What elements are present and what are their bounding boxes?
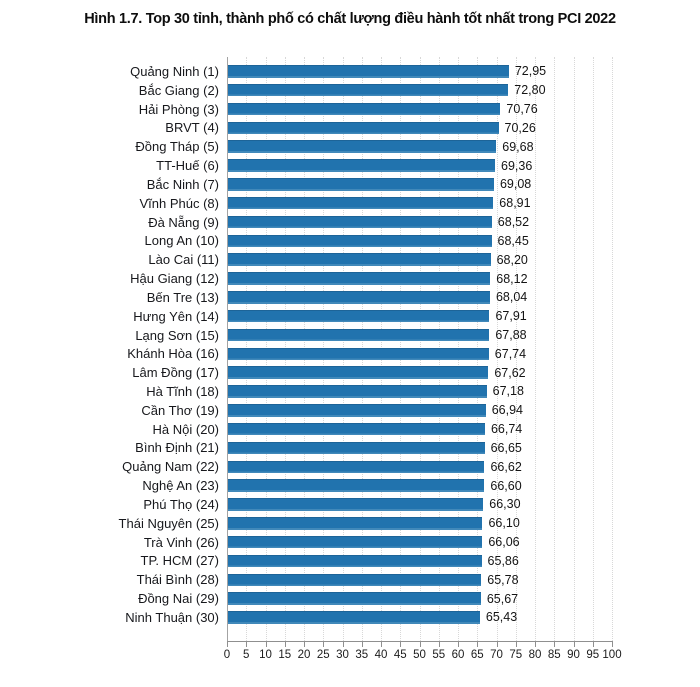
bar-row [0, 62, 700, 81]
bar-row [0, 476, 700, 495]
value-label: 68,20 [496, 252, 528, 267]
category-label: Thái Bình (28) [136, 572, 219, 588]
bar-track [228, 439, 613, 458]
bar-row [0, 100, 700, 119]
bar-track [228, 326, 613, 345]
bar [228, 574, 481, 587]
bar-row [0, 118, 700, 137]
x-tick [362, 642, 363, 647]
x-tick-label: 100 [602, 649, 622, 661]
category-label: Lâm Đồng (17) [132, 365, 219, 381]
value-label: 70,26 [504, 120, 536, 135]
bar [228, 197, 493, 210]
bar-row [0, 344, 700, 363]
bar-track [228, 382, 613, 401]
x-tick-label: 40 [374, 649, 388, 661]
x-tick [574, 642, 575, 647]
bar [228, 498, 483, 511]
x-tick-label: 35 [355, 649, 369, 661]
bar-track [228, 363, 613, 382]
category-label: Quảng Nam (22) [122, 459, 219, 475]
bar [228, 291, 490, 304]
bar-track [228, 269, 613, 288]
value-label: 67,62 [494, 365, 526, 380]
value-label: 65,78 [487, 572, 519, 587]
category-label: BRVT (4) [165, 120, 219, 136]
category-label: TP. HCM (27) [140, 553, 219, 569]
category-label: Hà Nội (20) [152, 421, 219, 437]
x-tick [246, 642, 247, 647]
x-tick [477, 642, 478, 647]
bar-track [228, 194, 613, 213]
bar-track [228, 62, 613, 81]
x-tick-label: 60 [451, 649, 465, 661]
category-label: Cần Thơ (19) [141, 402, 219, 418]
bar-row [0, 269, 700, 288]
x-tick-label: 65 [470, 649, 484, 661]
value-label: 68,91 [499, 196, 531, 211]
bar [228, 555, 482, 568]
bar [228, 611, 480, 624]
bar-track [228, 401, 613, 420]
x-tick-label: 55 [432, 649, 446, 661]
bar-row [0, 401, 700, 420]
category-label: Hưng Yên (14) [133, 308, 219, 324]
x-tick-label: 10 [259, 649, 272, 661]
value-label: 66,10 [488, 516, 520, 531]
bar [228, 461, 484, 474]
bar-track [228, 344, 613, 363]
bar-track [228, 476, 613, 495]
bar-row [0, 194, 700, 213]
value-label: 67,88 [495, 328, 527, 342]
category-label: Hải Phòng (3) [138, 101, 219, 117]
value-label: 72,80 [514, 83, 546, 98]
value-label: 69,08 [499, 177, 532, 192]
bar [228, 253, 491, 266]
bar-track [228, 156, 613, 175]
x-tick [439, 642, 440, 647]
value-label: 67,18 [492, 384, 524, 399]
x-tick [497, 642, 498, 647]
value-label: 67,91 [495, 309, 527, 324]
category-label: Lào Cai (11) [148, 252, 219, 268]
value-label: 66,60 [490, 478, 522, 493]
bar-track [228, 589, 613, 608]
bar-row [0, 589, 700, 608]
x-tick [227, 642, 228, 647]
bar [228, 216, 492, 229]
bar-track [228, 552, 613, 571]
bar-row [0, 570, 700, 589]
bar-track [228, 495, 613, 514]
x-tick-label: 95 [586, 649, 600, 661]
x-tick-label: 80 [528, 649, 542, 661]
bar [228, 348, 489, 361]
bar-row [0, 382, 700, 401]
bar-track [228, 457, 613, 476]
bar-row [0, 81, 700, 100]
bar-track [228, 137, 613, 156]
category-label: Long An (10) [144, 233, 219, 249]
bar [228, 536, 482, 549]
category-label: Bình Định (21) [135, 440, 219, 456]
x-tick-label: 70 [490, 649, 503, 661]
value-label: 66,74 [490, 422, 523, 437]
bar-row [0, 533, 700, 552]
value-label: 65,43 [485, 610, 518, 625]
x-tick-label: 15 [278, 649, 292, 661]
bar-row [0, 363, 700, 382]
x-tick [593, 642, 594, 647]
category-label: Trà Vinh (26) [143, 534, 219, 550]
category-label: Ninh Thuận (30) [125, 609, 219, 625]
x-tick [535, 642, 536, 647]
bar [228, 235, 492, 248]
bar-track [228, 250, 613, 269]
bar-track [228, 533, 613, 552]
bar-track [228, 608, 613, 627]
x-tick [554, 642, 555, 647]
value-label: 68,12 [496, 271, 528, 286]
x-tick-label: 0 [223, 649, 231, 661]
value-label: 65,67 [486, 591, 519, 606]
bar-row [0, 495, 700, 514]
bar-track [228, 175, 613, 194]
bar-row [0, 457, 700, 476]
category-label: Thái Nguyên (25) [118, 515, 219, 531]
value-label: 68,04 [495, 290, 528, 305]
category-label: Hậu Giang (12) [130, 271, 219, 287]
bar [228, 329, 489, 342]
x-tick-label: 90 [567, 649, 580, 661]
category-label: Bắc Giang (2) [138, 82, 219, 98]
x-tick [266, 642, 267, 647]
x-tick-label: 25 [316, 649, 330, 661]
category-label: Đồng Tháp (5) [135, 139, 219, 155]
bar-row [0, 156, 700, 175]
bar-track [228, 213, 613, 232]
value-label: 66,30 [489, 497, 521, 512]
bar-row [0, 608, 700, 627]
x-tick-label: 50 [413, 649, 426, 661]
x-axis-ticks [223, 642, 622, 670]
bar-track [228, 288, 613, 307]
bar-row [0, 420, 700, 439]
bar [228, 65, 509, 78]
x-tick [323, 642, 324, 647]
bar-track [228, 514, 613, 533]
category-label: Khánh Hòa (16) [127, 346, 219, 362]
category-label: Hà Tĩnh (18) [146, 383, 219, 399]
bar [228, 404, 486, 417]
value-label: 67,74 [494, 346, 527, 361]
x-tick [304, 642, 305, 647]
x-tick-label: 85 [547, 649, 561, 661]
bar [228, 366, 488, 379]
bar [228, 310, 489, 323]
value-label: 68,52 [497, 215, 530, 230]
x-tick-label: 75 [509, 649, 523, 661]
value-label: 65,86 [487, 553, 519, 568]
x-tick [343, 642, 344, 647]
bar-row [0, 288, 700, 307]
bar-rows [0, 57, 700, 641]
bar-track [228, 231, 613, 250]
bar-row [0, 514, 700, 533]
bar-row [0, 326, 700, 345]
bar-row [0, 137, 700, 156]
value-label: 66,65 [490, 440, 522, 455]
value-label: 66,06 [488, 535, 520, 550]
x-tick-label: 30 [336, 649, 349, 661]
x-tick [420, 642, 421, 647]
bar [228, 159, 495, 172]
bar-row [0, 307, 700, 326]
bar-track [228, 307, 613, 326]
category-label: Đồng Nai (29) [138, 591, 219, 607]
x-tick [400, 642, 401, 647]
bar-row [0, 231, 700, 250]
category-label: Quảng Ninh (1) [130, 63, 219, 79]
bar [228, 517, 482, 530]
value-label: 72,95 [514, 64, 547, 79]
category-label: Bắc Ninh (7) [146, 176, 219, 192]
category-label: Phú Thọ (24) [143, 496, 219, 512]
bar [228, 122, 499, 135]
bar [228, 423, 485, 436]
value-label: 69,36 [501, 158, 533, 173]
category-label: Bến Tre (13) [146, 289, 219, 305]
bar-track [228, 420, 613, 439]
x-tick-label: 45 [393, 649, 407, 661]
x-tick [381, 642, 382, 647]
bar [228, 479, 484, 492]
x-tick-label: 20 [297, 649, 311, 661]
x-tick [285, 642, 286, 647]
bar-track [228, 570, 613, 589]
bar-row [0, 213, 700, 232]
bar [228, 178, 494, 191]
category-label: Lạng Sơn (15) [135, 327, 219, 343]
bar-track [228, 100, 613, 119]
category-label: TT-Huế (6) [156, 158, 219, 174]
x-tick [516, 642, 517, 647]
bar [228, 272, 490, 285]
x-tick [612, 642, 613, 647]
value-label: 66,94 [491, 403, 523, 418]
value-label: 68,45 [497, 233, 529, 248]
category-label: Nghệ An (23) [142, 478, 219, 494]
bar-row [0, 175, 700, 194]
bar-row [0, 439, 700, 458]
bar [228, 442, 485, 455]
x-tick [458, 642, 459, 647]
value-label: 70,76 [506, 102, 538, 117]
bar [228, 84, 508, 97]
category-label: Đà Nẵng (9) [148, 214, 219, 230]
bar-row [0, 250, 700, 269]
x-tick-label: 5 [243, 649, 250, 661]
bar [228, 592, 481, 605]
value-label: 66,62 [490, 459, 522, 474]
bar-track [228, 81, 613, 100]
bar-track [228, 118, 613, 137]
category-label: Vĩnh Phúc (8) [139, 195, 219, 211]
bar [228, 385, 487, 398]
bar [228, 103, 500, 116]
value-label: 69,68 [502, 139, 534, 154]
chart-title: Hình 1.7. Top 30 tỉnh, thành phố có chất lượng điều hành tốt nhất trong PCI 2022 [84, 11, 616, 27]
bar [228, 140, 496, 153]
bar-row [0, 552, 700, 571]
